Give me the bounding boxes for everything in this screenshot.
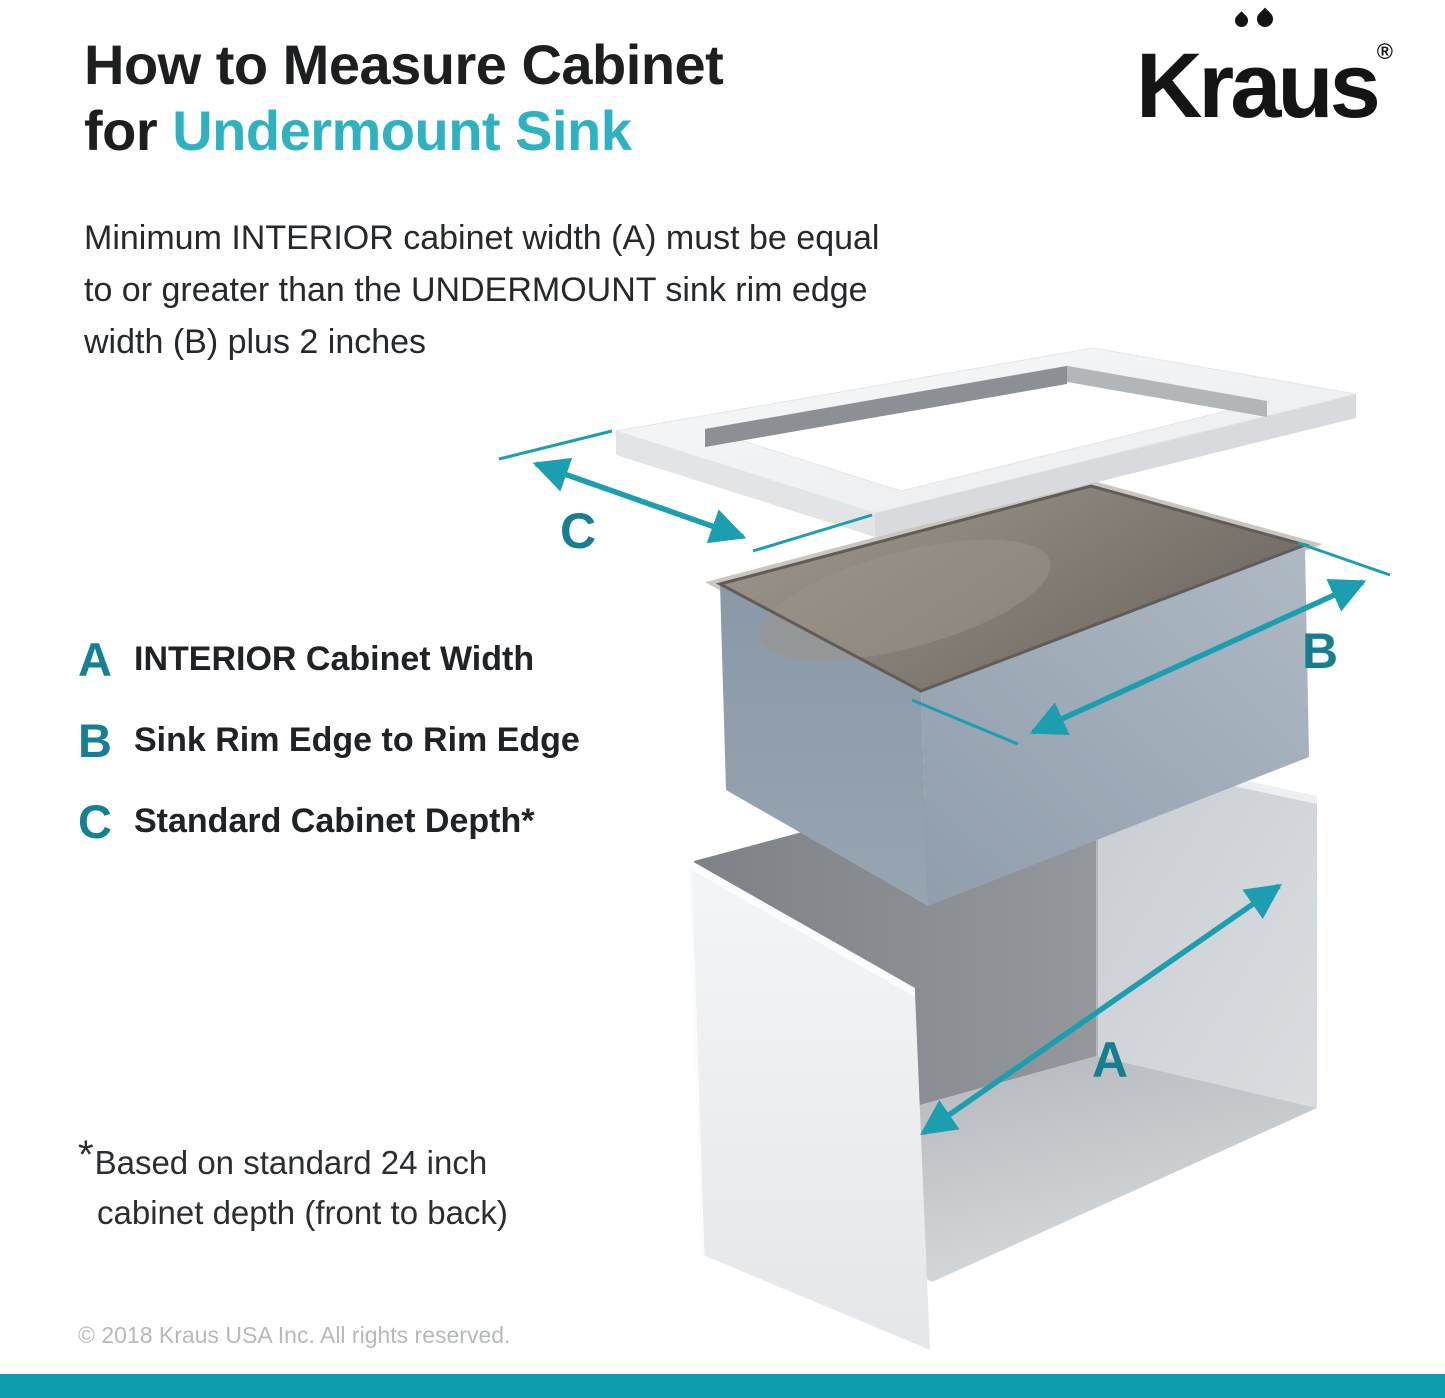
dimension-label-a: A — [1091, 1032, 1129, 1088]
measurement-legend — [78, 633, 580, 879]
footnote-line-1: *Based on standard 24 inch — [78, 1133, 488, 1181]
brand-accent-bar — [0, 1374, 1445, 1398]
description-line: width (B) plus 2 inches — [84, 323, 427, 361]
countertop-shape — [616, 348, 1356, 537]
logo-text-us: us — [1277, 35, 1377, 137]
description-line: to or greater than the UNDERMOUNT sink rim edge — [84, 271, 868, 309]
title-line-2-prefix: for — [84, 99, 173, 162]
legend-row-b — [78, 714, 580, 767]
dimension-label-c: C — [559, 503, 597, 559]
water-drop-icon — [1254, 8, 1277, 31]
legend-label-c: Standard Cabinet Depth* — [134, 802, 535, 840]
kraus-logo — [1136, 2, 1393, 136]
title-line-2-highlight: Undermount Sink — [172, 99, 632, 162]
registered-trademark-icon: ® — [1376, 39, 1393, 64]
water-drop-icon — [1233, 11, 1251, 29]
legend-key-a: A — [78, 633, 112, 686]
footnote — [78, 1133, 508, 1238]
legend-key-c: C — [78, 795, 112, 848]
legend-row-a — [78, 633, 580, 686]
legend-label-b: Sink Rim Edge to Rim Edge — [134, 721, 580, 759]
footnote-line-2: cabinet depth (front to back) — [97, 1194, 508, 1231]
legend-label-a: INTERIOR Cabinet Width — [134, 640, 535, 678]
page-title — [84, 32, 723, 164]
logo-text-kr: Kr — [1135, 35, 1231, 137]
description-paragraph — [84, 212, 879, 368]
title-line-2 — [84, 98, 723, 164]
legend-row-c — [78, 795, 580, 848]
description-line: Minimum INTERIOR cabinet width (A) must be equal — [84, 219, 880, 257]
legend-key-b: B — [78, 714, 112, 767]
dimension-label-b: B — [1301, 623, 1339, 679]
copyright-notice: © 2018 Kraus USA Inc. All rights reserved. — [78, 1322, 511, 1348]
logo-letter-a: a — [1230, 36, 1277, 136]
title-line-1: How to Measure Cabinet — [84, 33, 724, 96]
footnote-asterisk: * — [78, 1133, 94, 1177]
